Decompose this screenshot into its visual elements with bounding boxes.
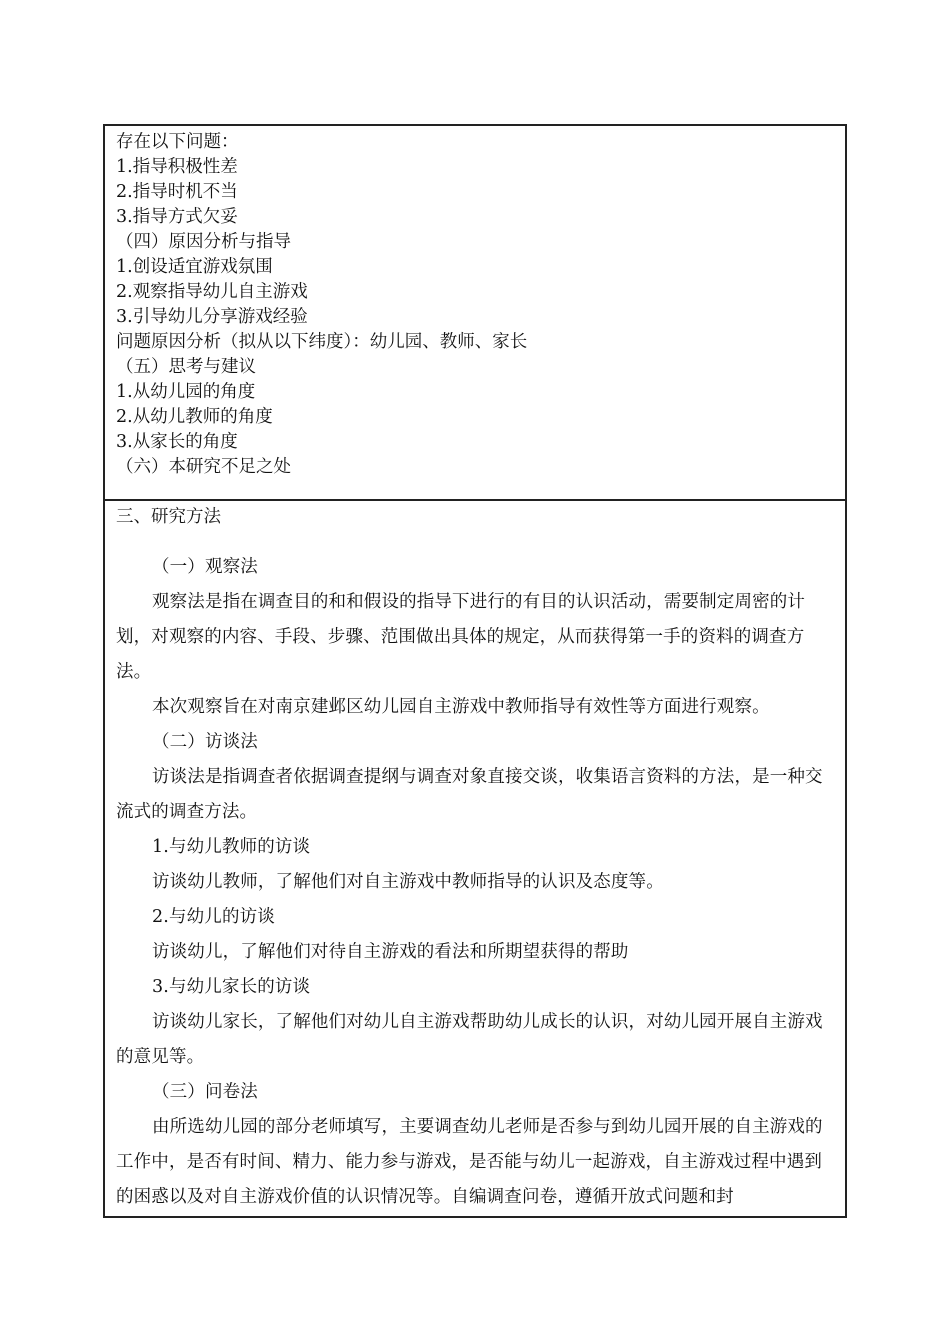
content-table [103,124,847,1218]
text-line: 3.引导幼儿分享游戏经验 [116,307,308,327]
paragraph: 访谈幼儿教师，了解他们对自主游戏中教师指导的认识及态度等。 [152,872,664,892]
paragraph: 由所选幼儿园的部分老师填写，主要调查幼儿老师是否参与到幼儿园开展的自主游戏的工作中，是否有时间、精力、能力参与游戏，是否能与幼儿一起游戏，自主游戏过程中遇到的困惑以及对自主游戏价值的认识情况等。自编调查问卷，遵循开放式问题和封 [116,1117,823,1207]
text-line: 3.从家长的角度 [116,432,238,452]
list-item: 1.与幼儿教师的访谈 [152,837,311,857]
paragraph: 本次观察旨在对南京建邺区幼儿园自主游戏中教师指导有效性等方面进行观察。 [152,697,770,717]
list-item: 2.与幼儿的访谈 [152,907,275,927]
paragraph: 访谈幼儿，了解他们对待自主游戏的看法和所期望获得的帮助 [152,942,629,962]
subheading-observation: （一）观察法 [152,557,258,577]
text-line: 问题原因分析（拟从以下纬度）：幼儿园、教师、家长 [116,332,528,352]
text-line: 1.从幼儿园的角度 [116,382,256,402]
paragraph: 观察法是指在调查目的和和假设的指导下进行的有目的认识活动，需要制定周密的计划，对观察的内容、手段、步骤、范围做出具体的规定，从而获得第一手的资料的调查方法。 [116,592,806,682]
text-line: 3.指导方式欠妥 [116,207,238,227]
text-line: 2.观察指导幼儿自主游戏 [116,282,308,302]
text-line: 2.从幼儿教师的角度 [116,407,273,427]
subheading-interview: （二）访谈法 [152,732,258,752]
text-line: （六）本研究不足之处 [116,457,291,477]
subheading-questionnaire: （三）问卷法 [152,1082,258,1102]
list-item: 3.与幼儿家长的访谈 [152,977,311,997]
text-line: 1.创设适宜游戏氛围 [116,257,273,277]
text-line: （五）思考与建议 [116,357,256,377]
table-cell-outline [105,126,845,501]
text-line: 存在以下问题： [116,132,239,152]
text-line: 1.指导积极性差 [116,157,238,177]
section-heading: 三、研究方法 [116,507,221,527]
text-line: （四）原因分析与指导 [116,232,291,252]
paragraph: 访谈幼儿家长，了解他们对幼儿自主游戏帮助幼儿成长的认识，对幼儿园开展自主游戏的意见等。 [116,1012,823,1067]
text-line: 2.指导时机不当 [116,182,238,202]
table-cell-methods [105,501,845,1216]
paragraph: 访谈法是指调查者依据调查提纲与调查对象直接交谈，收集语言资料的方法，是一种交流式的调查方法。 [116,767,823,822]
